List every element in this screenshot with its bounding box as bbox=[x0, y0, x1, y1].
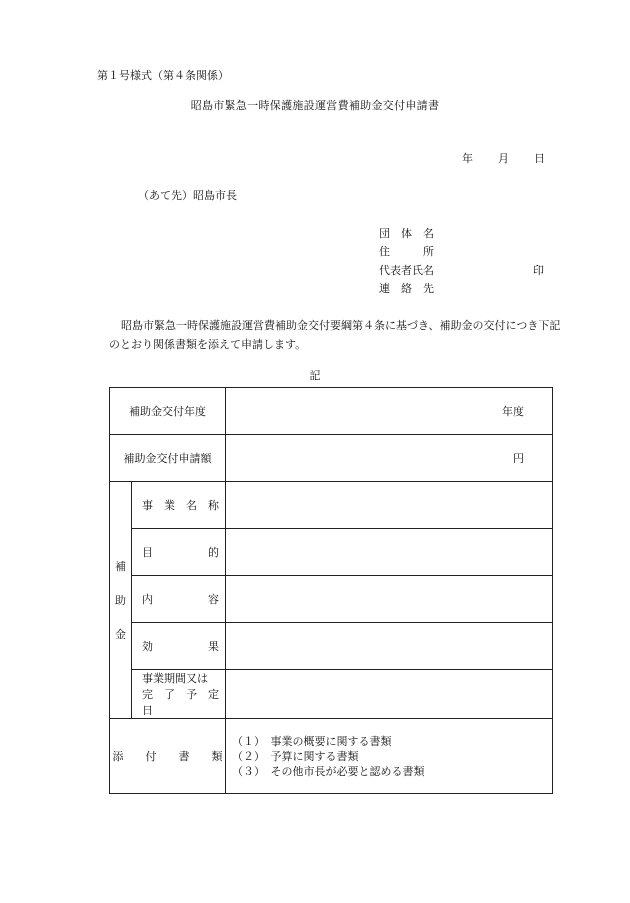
amount-unit: 円 bbox=[513, 452, 524, 465]
table-row bbox=[110, 529, 553, 576]
project-name-field[interactable] bbox=[226, 482, 553, 529]
subsidy-side-char: 補 bbox=[115, 560, 126, 573]
amount-label: 補助金交付申請額 bbox=[110, 435, 226, 482]
date-month-label: 月 bbox=[498, 152, 509, 165]
seal-mark: 印 bbox=[533, 264, 544, 277]
fiscal-year-unit: 年度 bbox=[502, 405, 524, 418]
table-row bbox=[110, 670, 553, 719]
project-name-label: 事 業 名 称 bbox=[132, 482, 226, 529]
amount-field[interactable] bbox=[226, 435, 553, 482]
fiscal-year-field[interactable] bbox=[226, 388, 553, 435]
content-field[interactable] bbox=[226, 576, 553, 623]
purpose-label: 目 的 bbox=[132, 529, 226, 576]
attachments-label: 添 付 書 類 bbox=[110, 719, 226, 794]
content-label: 内 容 bbox=[132, 576, 226, 623]
table-row bbox=[110, 482, 553, 529]
table-row bbox=[110, 719, 553, 794]
period-label bbox=[132, 670, 230, 719]
table-row bbox=[110, 623, 553, 670]
table-row bbox=[110, 435, 553, 482]
subsidy-side-char: 金 bbox=[115, 628, 126, 641]
date-day-label: 日 bbox=[534, 152, 545, 165]
organization-name-label: 団 体 名 bbox=[379, 227, 434, 240]
table-row bbox=[110, 576, 553, 623]
period-label-line1: 事業期間又は bbox=[142, 672, 208, 685]
purpose-field[interactable] bbox=[226, 529, 553, 576]
document-title: 昭島市緊急一時保護施設運営費補助金交付申請書 bbox=[190, 99, 440, 112]
period-label-line2: 完 了 予 定 日 bbox=[142, 688, 230, 717]
attachments-list bbox=[226, 719, 553, 794]
representative-name-label: 代表者氏名 bbox=[379, 264, 434, 277]
form-number: 第１号様式（第４条関係） bbox=[97, 69, 229, 82]
date-year-label: 年 bbox=[462, 152, 473, 165]
effect-field[interactable] bbox=[226, 623, 553, 670]
subsidy-side-label bbox=[110, 482, 132, 719]
period-field[interactable] bbox=[226, 670, 553, 719]
address-label: 住 所 bbox=[379, 245, 434, 258]
application-form-table bbox=[109, 387, 553, 794]
attachment-item: （２） 予算に関する書類 bbox=[232, 749, 359, 763]
table-row bbox=[110, 388, 553, 435]
effect-label: 効 果 bbox=[132, 623, 226, 670]
subsidy-side-char: 助 bbox=[115, 594, 126, 607]
attachment-item: （３） その他市長が必要と認める書類 bbox=[232, 764, 425, 778]
application-statement: 昭島市緊急一時保護施設運営費補助金交付要綱第４条に基づき、補助金の交付につき下記のとおり関係書類を添えて申請します。 bbox=[109, 319, 561, 351]
addressee: （あて先）昭島市長 bbox=[138, 189, 237, 202]
attachment-item: （１） 事業の概要に関する書類 bbox=[232, 734, 392, 748]
fiscal-year-label: 補助金交付年度 bbox=[110, 388, 226, 435]
contact-label: 連 絡 先 bbox=[379, 282, 434, 295]
ki-heading: 記 bbox=[309, 369, 321, 382]
